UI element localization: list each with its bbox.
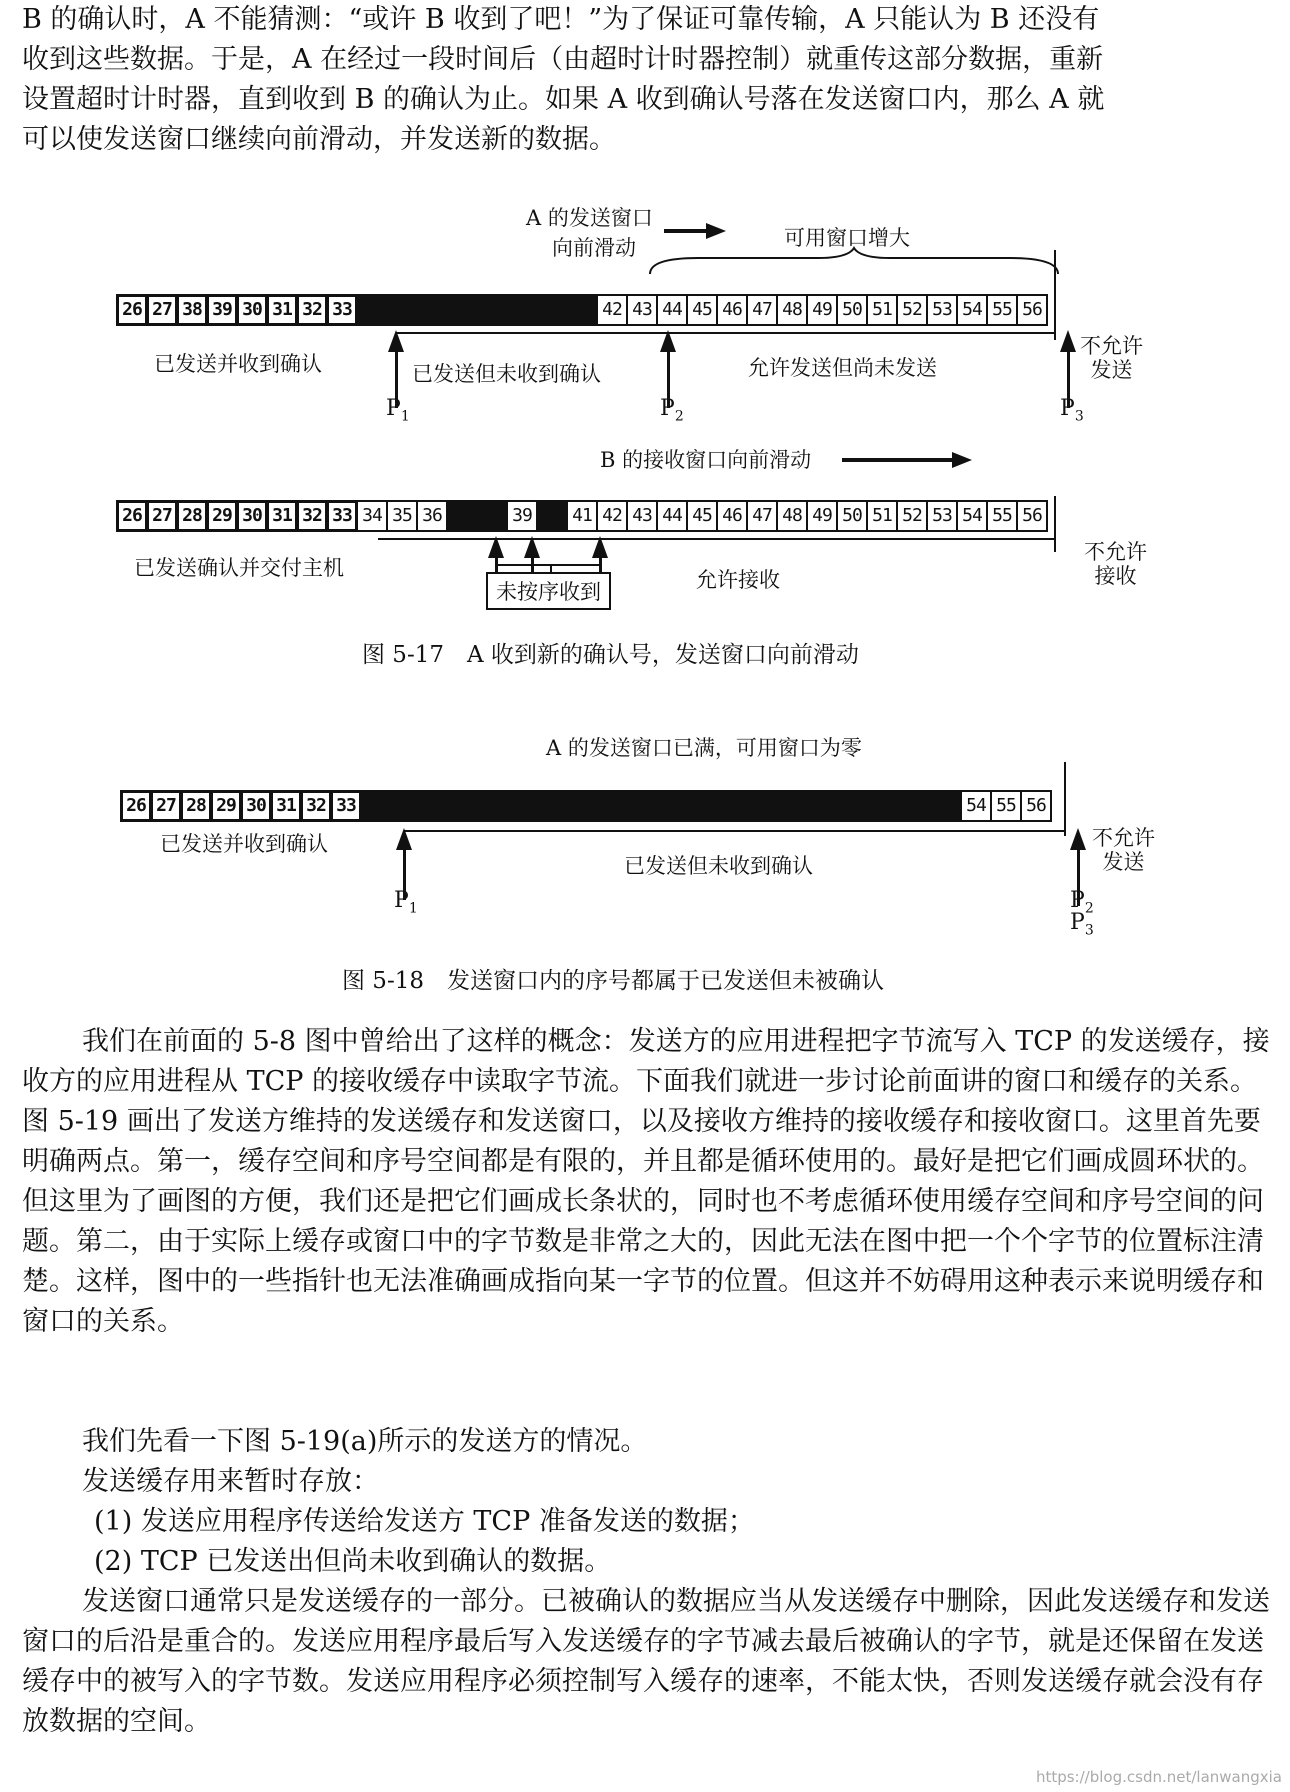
out-of-order-box: 未按序收到 [486,572,611,610]
out-of-order-bracket [496,564,602,566]
sequence-cell: 29 [206,500,238,532]
sequence-cell: 52 [896,294,928,326]
fig18-p3-label: $P_3$ [1070,910,1094,939]
sequence-cell: 31 [270,790,302,822]
sequence-cell: 55 [986,500,1018,532]
sequence-cell-filled [900,790,932,822]
body-paragraph-1: 我们在前面的 5-8 图中曾给出了这样的概念：发送方的应用进程把字节流写入 TCP 的发送缓存，接收方的应用进程从 TCP 的接收缓存中读取字节流。下面我们就进一步讨论前面讲的窗口和缓存的关系。图 5-19 画出了发送方维持的发送缓存和发送窗口，以及接收方维持的接收缓存和接收窗口。这里首先要明确两点。第一，缓存空间和序号空间都是有限的，并且都是循环使用的。最好是把它们画成圆环状的。但这里为了画图的方便，我们还是把它们画成长条状的，同时也不考虑循环使用缓存空间和序号空间的问题。第二，由于实际上缓存或窗口中的字节数是非常之大的，因此无法在图中把一个个字节的位置标注清楚。这样，图中的一些指针也无法准确画成指向某一字节的位置。但这并不妨碍用这种表示来说明缓存和窗口的关系。 [22,1026,1270,1337]
p2-label: $P_2$ [660,396,684,425]
sequence-cell: 47 [746,294,778,326]
sequence-cell: 31 [266,294,298,326]
sequence-cell: 43 [626,294,658,326]
figure-5-18-caption: 图 5-18 发送窗口内的序号都属于已发送但未被确认 [342,968,884,994]
not-allowed-send-label: 不允许 发送 [1080,334,1143,382]
sequence-cell-filled [476,500,508,532]
sender-window-baseline [396,332,1054,334]
sequence-cell: 27 [146,500,178,532]
sequence-cell-filled [506,294,538,326]
sequence-cell: 35 [386,500,418,532]
sequence-cell: 41 [566,500,598,532]
available-window-grow-label: 可用窗口增大 [784,226,910,250]
sequence-cell: 26 [116,500,148,532]
available-window-brace [648,246,1060,276]
top-text-line-2: 收到这些数据。于是，A 在经过一段时间后（由超时计时器控制）就重传这部分数据，重新 [22,44,1104,75]
sequence-cell-filled [510,790,542,822]
sequence-cell: 32 [296,500,328,532]
body-paragraph-4: 发送窗口通常只是发送缓存的一部分。已被确认的数据应当从发送缓存中删除，因此发送缓存和发送窗口的后沿是重合的。发送应用程序最后写入发送缓存的字节减去最后被确认的字节，就是还保留在发送缓存中的被写入的字节数。发送应用程序必须控制写入缓存的速率，不能太快，否则发送缓存就会没有存放数据的空间。 [22,1586,1270,1737]
sequence-cell: 30 [236,294,268,326]
receiver-window-right-edge [1054,496,1056,552]
sequence-cell-filled [536,294,568,326]
sequence-cell: 43 [626,500,658,532]
sequence-cell: 42 [596,294,628,326]
sequence-cell-filled [536,500,568,532]
sequence-cell: 32 [300,790,332,822]
sequence-cell: 53 [926,500,958,532]
sequence-cell: 50 [836,294,868,326]
sequence-cell-filled [446,294,478,326]
sequence-cell: 49 [806,500,838,532]
sequence-cell: 56 [1016,500,1048,532]
sequence-cell-filled [360,790,392,822]
fig18-right-boundary [1064,762,1066,836]
sequence-cell-filled [660,790,692,822]
b-window-label: B 的接收窗口向前滑动 [600,448,812,472]
sequence-cell: 49 [806,294,838,326]
sequence-cell: 39 [206,294,238,326]
fig18-p1-label: $P_1$ [394,888,418,917]
top-text-line-4: 可以使发送窗口继续向前滑动，并发送新的数据。 [22,124,616,155]
sequence-cell: 42 [596,500,628,532]
sequence-cell: 27 [146,294,178,326]
sequence-cell-filled [540,790,572,822]
sequence-cell: 36 [416,500,448,532]
sequence-cell-filled [840,790,872,822]
not-allowed-receive-label: 不允许 接收 [1084,540,1147,588]
sequence-cell-filled [450,790,482,822]
delivered-label: 已发送确认并交付主机 [134,556,344,580]
window-full-label: A 的发送窗口已满，可用窗口为零 [546,736,862,760]
sequence-cell-filled [420,790,452,822]
list-item-2: (2) TCP 已发送出但尚未收到确认的数据。 [94,1546,612,1577]
sequence-cell: 45 [686,294,718,326]
fig18-sent-acked-label: 已发送并收到确认 [160,832,328,856]
sequence-cell: 52 [896,500,928,532]
sequence-cell: 38 [176,294,208,326]
list-item-1: (1) 发送应用程序传送给发送方 TCP 准备发送的数据； [94,1506,755,1537]
allow-receive-label: 允许接收 [696,568,780,592]
body-paragraph-2: 我们先看一下图 5-19(a)所示的发送方的情况。 [82,1426,648,1457]
sequence-cell: 33 [330,790,362,822]
sequence-cell-filled [810,790,842,822]
p3-label: $P_3$ [1060,396,1084,425]
sequence-cell-filled [930,790,962,822]
sequence-cell: 45 [686,500,718,532]
fig18-not-allowed-label: 不允许 发送 [1092,826,1155,874]
sequence-cell-filled [476,294,508,326]
top-text-line-3: 设置超时计时器，直到收到 B 的确认为止。如果 A 收到确认号落在发送窗口内，那么 A 就 [22,84,1105,115]
sequence-cell: 56 [1020,790,1052,822]
sequence-cell: 26 [120,790,152,822]
sequence-cell-filled [750,790,782,822]
sequence-cell-filled [720,790,752,822]
sequence-cell: 46 [716,294,748,326]
sequence-cell: 30 [240,790,272,822]
sequence-cell-filled [416,294,448,326]
sequence-cell: 51 [866,500,898,532]
sequence-cell: 53 [926,294,958,326]
sequence-cell: 55 [986,294,1018,326]
sequence-cell: 33 [326,500,358,532]
sent-acked-label: 已发送并收到确认 [154,352,322,376]
sequence-cell: 30 [236,500,268,532]
sequence-cell-filled [446,500,478,532]
sequence-cell-filled [356,294,388,326]
sequence-cell-filled [570,790,602,822]
allowed-not-sent-label: 允许发送但尚未发送 [748,356,937,380]
sequence-cell: 34 [356,500,388,532]
sequence-cell: 32 [296,294,328,326]
sequence-cell: 51 [866,294,898,326]
sequence-cell: 54 [956,500,988,532]
sequence-cell: 27 [150,790,182,822]
sequence-cell-filled [870,790,902,822]
sequence-cell: 56 [1016,294,1048,326]
receiver-window-baseline [378,538,1054,540]
a-window-label: A 的发送窗口 [526,206,653,230]
sequence-cell-filled [390,790,422,822]
sequence-cell: 44 [656,294,688,326]
sequence-cell: 50 [836,500,868,532]
fig18-window-baseline [404,830,1064,832]
sequence-cell: 46 [716,500,748,532]
fig18-sent-unacked-label: 已发送但未收到确认 [624,854,813,878]
fig18-p2-label: $P_2$ [1070,888,1094,917]
sequence-cell-filled [566,294,598,326]
sequence-cell: 33 [326,294,358,326]
sequence-cell: 39 [506,500,538,532]
sequence-cell-filled [690,790,722,822]
sequence-cell: 55 [990,790,1022,822]
sequence-cell: 28 [176,500,208,532]
sequence-cell: 48 [776,294,808,326]
sequence-cell-filled [480,790,512,822]
sequence-cell-filled [386,294,418,326]
watermark: https://blog.csdn.net/lanwangxia [1035,1768,1282,1786]
sequence-cell: 54 [960,790,992,822]
body-paragraph-3: 发送缓存用来暂时存放： [82,1466,379,1497]
sequence-cell: 29 [210,790,242,822]
top-text-line-1: B 的确认时，A 不能猜测：“或许 B 收到了吧！”为了保证可靠传输，A 只能认为 B 还没有 [22,4,1100,35]
sent-unacked-label: 已发送但未收到确认 [412,362,601,386]
p1-label: $P_1$ [386,396,410,425]
sequence-cell-filled [630,790,662,822]
sequence-cell: 54 [956,294,988,326]
sequence-cell: 28 [180,790,212,822]
sequence-cell: 48 [776,500,808,532]
figure-5-17-caption: 图 5-17 A 收到新的确认号，发送窗口向前滑动 [362,642,859,668]
sequence-cell: 31 [266,500,298,532]
p3-boundary-line [1054,250,1056,340]
sequence-cell-filled [600,790,632,822]
sequence-cell: 44 [656,500,688,532]
a-window-label-2: 向前滑动 [552,236,636,260]
sequence-cell: 47 [746,500,778,532]
sequence-cell-filled [780,790,812,822]
sequence-cell: 26 [116,294,148,326]
